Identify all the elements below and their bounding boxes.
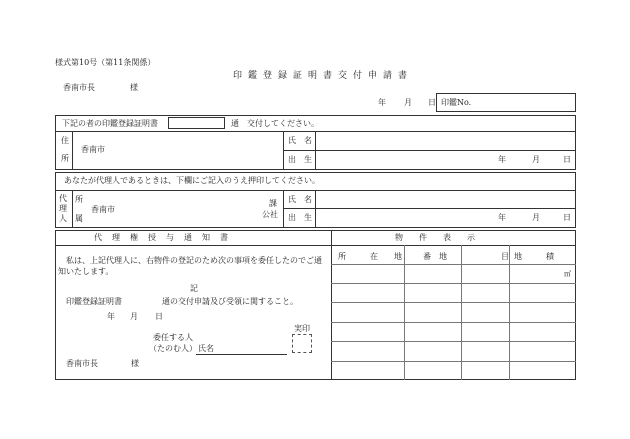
registrant-dob-year: 年 <box>498 155 506 164</box>
registrant-name-label: 氏 名 <box>288 136 312 145</box>
divider <box>331 264 576 265</box>
proxy-label: 理 <box>59 204 67 213</box>
delegation-day: 日 <box>155 312 163 321</box>
delegation-header: 代 理 権 授 与 通 知 書 <box>94 233 229 242</box>
proxy-label: 人 <box>59 214 67 223</box>
property-area-unit: ㎡ <box>564 270 571 278</box>
delegation-addressee: 香南市長 <box>66 359 98 368</box>
divider <box>331 230 332 380</box>
divider <box>404 245 405 380</box>
divider <box>331 302 576 303</box>
proxy-address-label: 所 <box>75 195 83 204</box>
certificate-count-field[interactable] <box>168 117 225 129</box>
proxy-dob-label: 出 生 <box>288 213 312 222</box>
delegation-month: 月 <box>130 312 138 321</box>
proxy-name-label: 氏 名 <box>288 195 312 204</box>
delegator-name-label: 氏名 <box>198 344 214 353</box>
date-month-label: 月 <box>404 98 412 107</box>
divider <box>72 131 73 170</box>
delegation-section <box>55 230 576 380</box>
property-col-area: 地 積 <box>514 252 554 261</box>
property-col-lot: 番 地 <box>423 252 447 261</box>
delegation-item-suffix: 通の交付申請及び受領に関すること。 <box>162 297 298 306</box>
property-col-location: 所 在 地 <box>338 252 402 261</box>
request-suffix: 通 交付してください。 <box>231 119 319 128</box>
delegator-label: （たのむ人） <box>149 344 197 353</box>
seal-label: 実印 <box>294 324 310 333</box>
proxy-notice: あなたが代理人であるときは、下欄にご記入のうえ押印してください。 <box>64 176 320 185</box>
proxy-dob-month: 月 <box>532 213 540 222</box>
divider <box>461 245 462 380</box>
property-header: 物 件 表 示 <box>395 233 475 242</box>
addressee: 香南市長 <box>63 83 95 92</box>
registrant-address-value: 香南市 <box>81 145 105 154</box>
proxy-section-label: 公社 <box>262 210 278 219</box>
delegation-body: 私は、上記代理人に、右物件の登記のため次の事項を委任したのでご通 <box>66 256 322 265</box>
registrant-dob-label: 出 生 <box>288 155 312 164</box>
registrant-address-label: 所 <box>61 154 69 163</box>
divider <box>331 361 576 362</box>
delegator-label: 委任する人 <box>153 333 193 342</box>
registrant-dob-month: 月 <box>532 155 540 164</box>
form-number: 様式第10号（第11条関係） <box>55 58 156 67</box>
date-year-label: 年 <box>378 98 386 107</box>
proxy-dob-day: 日 <box>563 213 571 222</box>
divider <box>315 190 316 228</box>
delegator-name-field[interactable] <box>196 354 287 355</box>
divider <box>283 150 576 151</box>
registrant-address-label: 住 <box>61 136 69 145</box>
divider <box>331 283 576 284</box>
property-col-category: 目 <box>501 252 509 261</box>
seal-number-label: 印鑑No. <box>441 98 472 107</box>
delegation-honorific: 様 <box>131 359 139 368</box>
delegation-ki: 記 <box>190 284 198 293</box>
proxy-label: 代 <box>59 194 67 203</box>
divider <box>283 190 284 228</box>
divider <box>331 341 576 342</box>
delegation-item-prefix: 印鑑登録証明書 <box>66 297 122 306</box>
request-prefix: 下記の者の印鑑登録証明書 <box>62 119 158 128</box>
seal-stamp-box[interactable] <box>292 334 312 353</box>
divider <box>283 208 576 209</box>
divider <box>55 245 576 246</box>
divider <box>331 322 576 323</box>
date-day-label: 日 <box>428 98 436 107</box>
delegation-year: 年 <box>107 312 115 321</box>
registrant-dob-day: 日 <box>563 155 571 164</box>
proxy-dob-year: 年 <box>498 213 506 222</box>
divider <box>72 190 73 228</box>
addressee-honorific: 様 <box>130 83 138 92</box>
proxy-section-label: 課 <box>269 199 277 208</box>
proxy-address-value: 香南市 <box>91 205 115 214</box>
delegation-body: 知いたします。 <box>58 267 114 276</box>
proxy-address-label: 属 <box>75 214 83 223</box>
divider <box>509 245 510 380</box>
form-title: 印鑑登録証明書交付申請書 <box>233 71 414 81</box>
